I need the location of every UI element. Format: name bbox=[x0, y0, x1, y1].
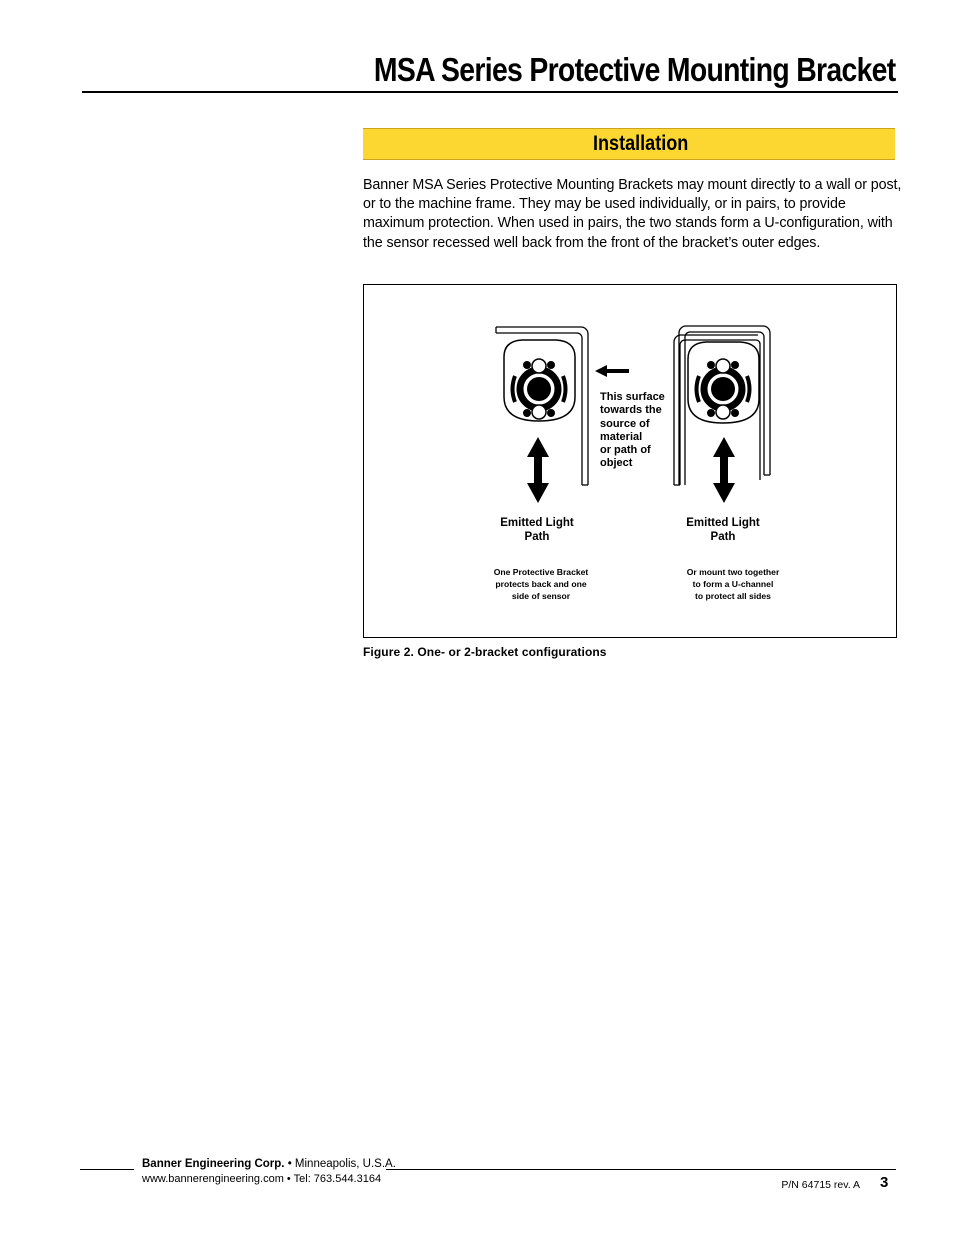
emitted-light-arrow-right bbox=[713, 437, 735, 503]
section-header-bar bbox=[363, 128, 895, 160]
page-number: 3 bbox=[880, 1174, 889, 1191]
double-bracket-note: Or mount two together to form a U-channel to protect all sides bbox=[686, 567, 780, 601]
emitted-light-label-left: Emitted Light Path bbox=[500, 517, 574, 543]
footer-rule-right bbox=[386, 1169, 896, 1170]
footer-location: • Minneapolis, U.S.A. bbox=[284, 1158, 396, 1170]
title-rule bbox=[82, 91, 898, 93]
emitted-light-label-right: Emitted Light Path bbox=[686, 517, 760, 543]
section-title: Installation bbox=[593, 132, 689, 155]
page-title: MSA Series Protective Mounting Bracket bbox=[374, 51, 896, 88]
surface-note: This surface towards the source of material or path of object bbox=[600, 391, 665, 470]
sensor-left bbox=[504, 340, 575, 421]
surface-direction-arrow bbox=[595, 365, 629, 377]
footer-contact: www.bannerengineering.com • Tel: 763.544.3164 bbox=[142, 1173, 382, 1185]
footer-rule-left bbox=[80, 1169, 134, 1170]
figure-caption: Figure 2. One- or 2-bracket configurations bbox=[363, 645, 607, 659]
footer-part-number: P/N 64715 rev. A bbox=[781, 1179, 860, 1191]
figure-bracket-configurations bbox=[363, 284, 897, 638]
installation-paragraph: Banner MSA Series Protective Mounting Brackets may mount directly to a wall or post, or to the machine frame. They may be used individually, or in pairs, to provide maximum protection. When used in pairs, the two stands form a U-configuration, with the sensor recessed well back from the front of the bracket’s outer edges. bbox=[363, 177, 902, 251]
footer-company-line bbox=[142, 1158, 396, 1170]
sensor-right bbox=[688, 342, 759, 423]
single-bracket-note: One Protective Bracket protects back and one side of sensor bbox=[493, 567, 589, 601]
footer-company: Banner Engineering Corp. bbox=[142, 1158, 285, 1170]
emitted-light-arrow-left bbox=[527, 437, 549, 503]
